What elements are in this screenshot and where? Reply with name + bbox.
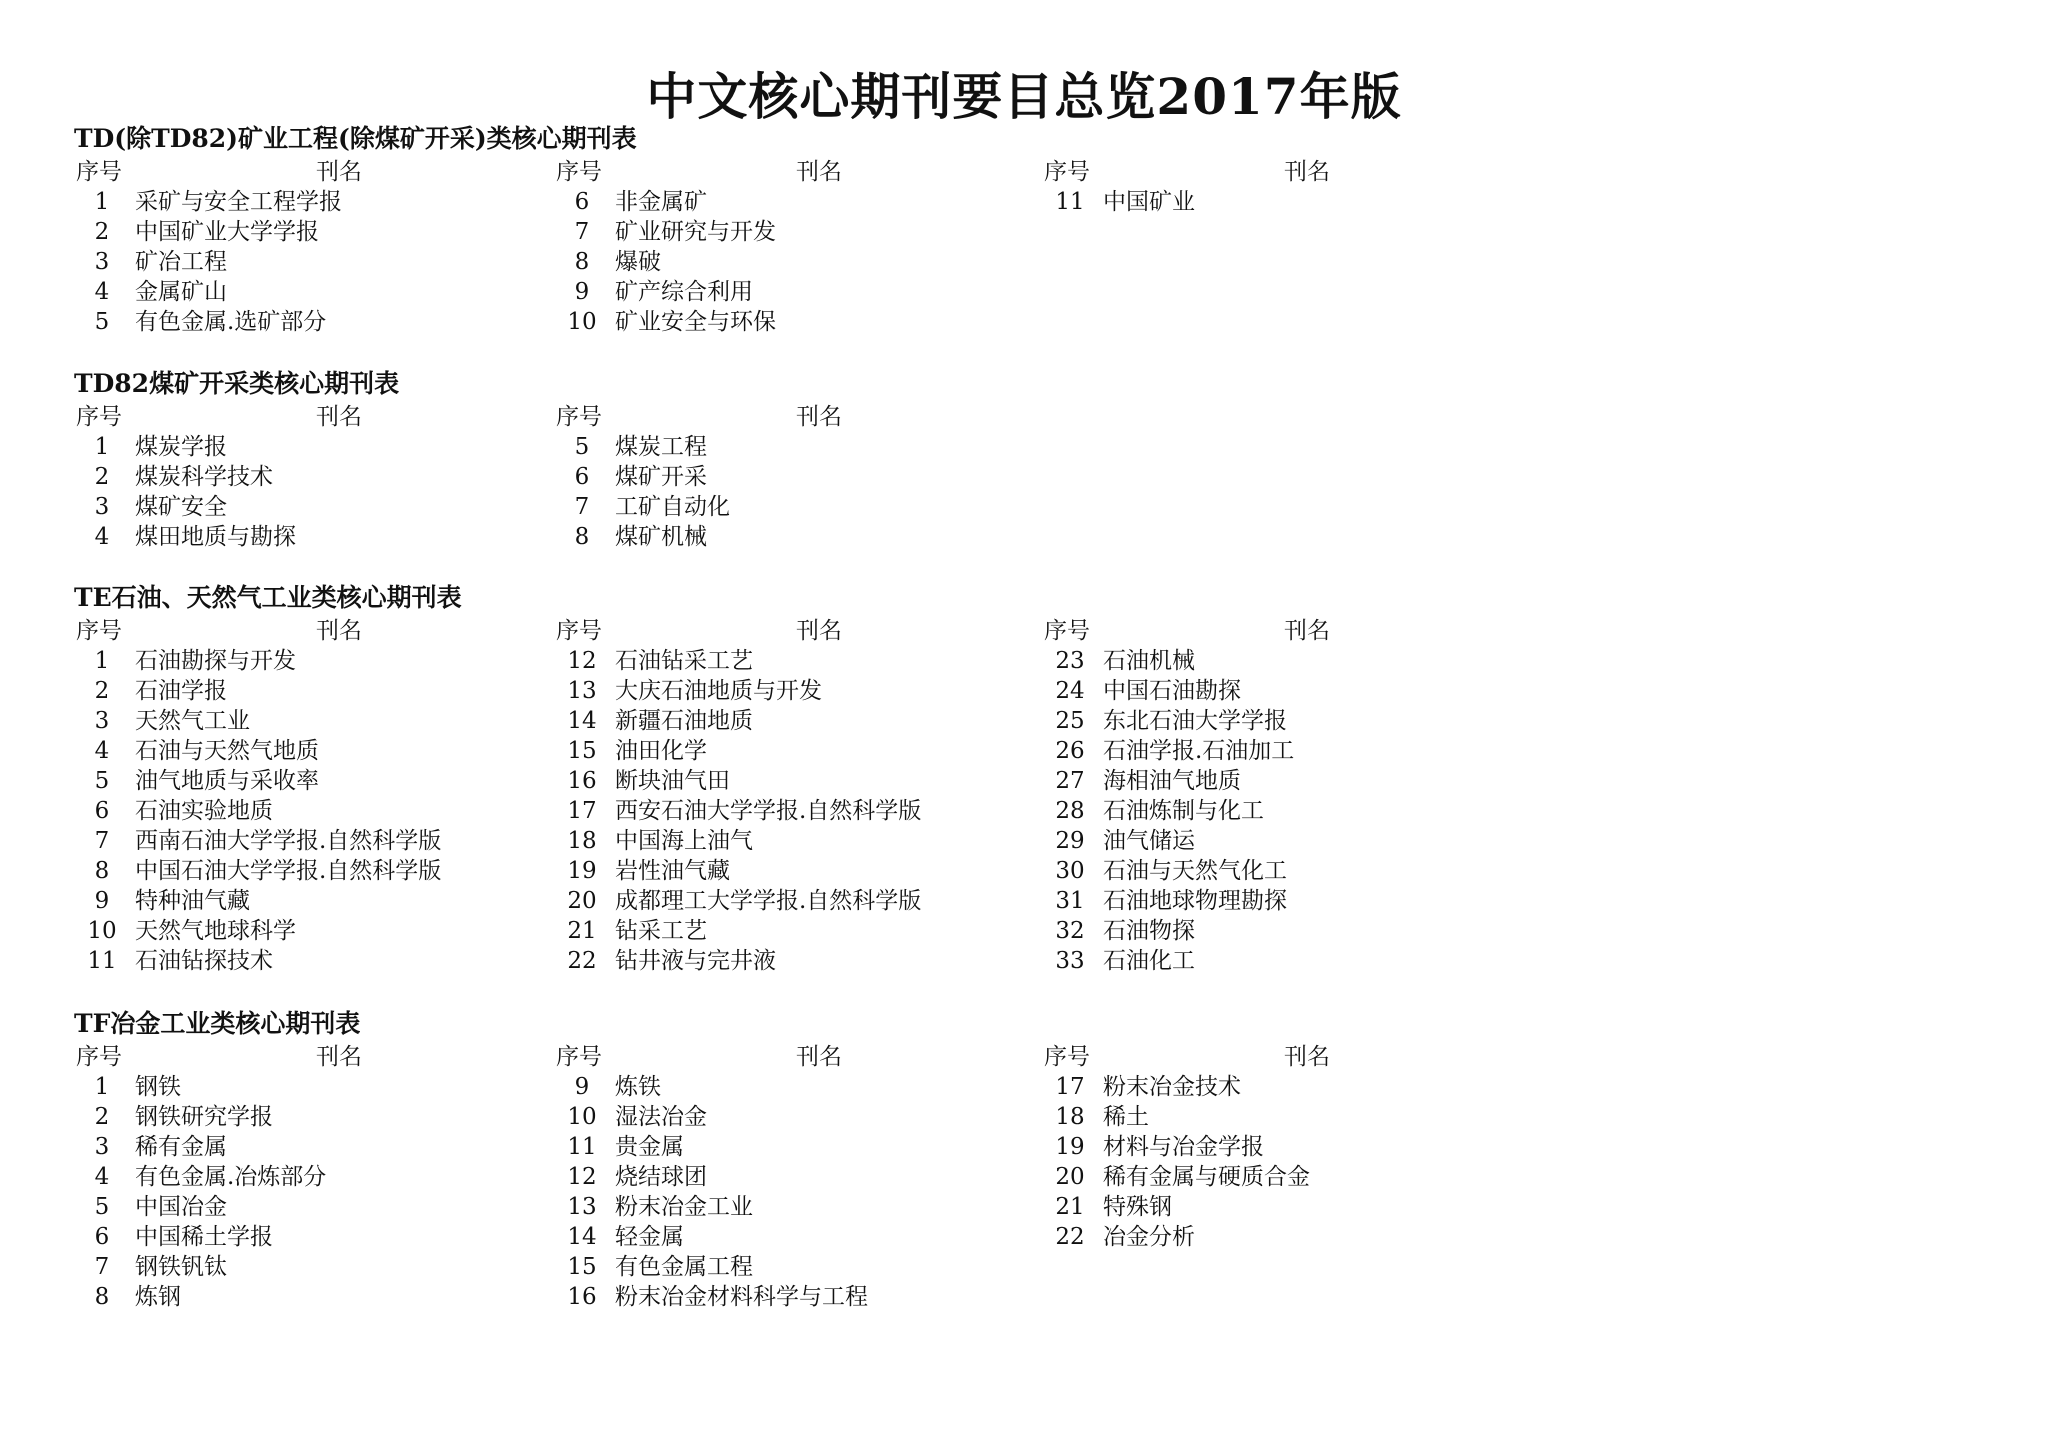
journal-row: [554, 856, 994, 886]
journal-name: 成都理工大学学报.自然科学版: [615, 888, 922, 914]
journal-row: [74, 462, 514, 492]
column-header-name: 刊名: [1284, 159, 1330, 185]
journal-name: 钻井液与完井液: [615, 948, 776, 974]
journal-name: 新疆石油地质: [615, 708, 753, 734]
journal-column: [1042, 616, 1482, 976]
column-header: [554, 157, 994, 187]
column-header-name: 刊名: [796, 159, 842, 185]
journal-row: [74, 307, 514, 337]
journal-number: 8: [94, 858, 110, 884]
journal-name: 贵金属: [615, 1134, 684, 1160]
journal-columns: [74, 402, 1974, 550]
column-header: [74, 402, 514, 432]
journal-row: [554, 676, 994, 706]
journal-row: [1042, 796, 1482, 826]
journal-name: 特殊钢: [1103, 1194, 1172, 1220]
journal-row: [554, 766, 994, 796]
journal-column: [74, 616, 514, 976]
journal-row: [554, 646, 994, 676]
journal-number: 1: [94, 648, 110, 674]
journal-number: 33: [1055, 948, 1085, 974]
column-header-number: 序号: [556, 159, 602, 185]
journal-row: [74, 736, 514, 766]
journal-row: [554, 217, 994, 247]
journal-name: 煤矿机械: [615, 524, 707, 550]
column-header-number: 序号: [76, 1044, 122, 1070]
journal-number: 20: [567, 888, 597, 914]
journal-name: 采矿与安全工程学报: [135, 189, 342, 215]
journal-row: [554, 736, 994, 766]
journal-row: [554, 492, 994, 522]
journal-row: [554, 1222, 994, 1252]
journal-name: 有色金属工程: [615, 1254, 753, 1280]
journal-name: 中国矿业大学学报: [135, 219, 319, 245]
journal-row: [74, 217, 514, 247]
journal-name: 钻采工艺: [615, 918, 707, 944]
journal-number: 11: [87, 948, 117, 974]
journal-row: [554, 916, 994, 946]
journal-name: 矿冶工程: [135, 249, 227, 275]
journal-name: 天然气工业: [135, 708, 250, 734]
journal-number: 2: [94, 678, 110, 704]
journal-name: 煤炭工程: [615, 434, 707, 460]
journal-row: [1042, 187, 1482, 217]
journal-row: [1042, 706, 1482, 736]
journal-name: 矿业研究与开发: [615, 219, 776, 245]
journal-name: 煤矿开采: [615, 464, 707, 490]
journal-number: 26: [1055, 738, 1085, 764]
journal-number: 16: [567, 1284, 597, 1310]
journal-number: 2: [94, 1104, 110, 1130]
journal-name: 特种油气藏: [135, 888, 250, 914]
section-title: TD82煤矿开采类核心期刊表: [74, 369, 400, 398]
column-header-number: 序号: [556, 618, 602, 644]
journal-row: [1042, 1222, 1482, 1252]
journal-row: [554, 1102, 994, 1132]
journal-number: 1: [94, 189, 110, 215]
journal-number: 1: [94, 1074, 110, 1100]
journal-number: 8: [574, 249, 590, 275]
section-title: TE石油、天然气工业类核心期刊表: [74, 583, 462, 612]
journal-row: [74, 1072, 514, 1102]
journal-name: 稀土: [1103, 1104, 1149, 1130]
journal-number: 17: [1055, 1074, 1085, 1100]
journal-row: [1042, 886, 1482, 916]
journal-row: [1042, 856, 1482, 886]
journal-number: 7: [574, 494, 590, 520]
journal-number: 11: [567, 1134, 597, 1160]
journal-name: 钢铁: [135, 1074, 181, 1100]
journal-column: [1042, 157, 1482, 217]
journal-row: [74, 522, 514, 552]
journal-number: 24: [1055, 678, 1085, 704]
journal-name: 有色金属.冶炼部分: [135, 1164, 327, 1190]
journal-row: [74, 247, 514, 277]
journal-number: 11: [1055, 189, 1085, 215]
section-petroleum: [74, 580, 1974, 974]
journal-name: 材料与冶金学报: [1103, 1134, 1264, 1160]
journal-number: 13: [567, 678, 597, 704]
journal-name: 石油机械: [1103, 648, 1195, 674]
journal-row: [1042, 676, 1482, 706]
journal-name: 断块油气田: [615, 768, 730, 794]
journal-name: 油气地质与采收率: [135, 768, 319, 794]
column-header-name: 刊名: [316, 1044, 362, 1070]
journal-number: 32: [1055, 918, 1085, 944]
journal-row: [554, 187, 994, 217]
page-title: 中文核心期刊要目总览2017年版: [646, 67, 1402, 126]
journal-name: 大庆石油地质与开发: [615, 678, 822, 704]
journal-number: 28: [1055, 798, 1085, 824]
journal-row: [554, 277, 994, 307]
column-header-number: 序号: [1044, 618, 1090, 644]
journal-number: 18: [567, 828, 597, 854]
journal-number: 12: [567, 1164, 597, 1190]
journal-number: 15: [567, 738, 597, 764]
journal-name: 油田化学: [615, 738, 707, 764]
journal-name: 有色金属.选矿部分: [135, 309, 327, 335]
journal-row: [554, 886, 994, 916]
journal-row: [74, 826, 514, 856]
journal-row: [74, 1162, 514, 1192]
column-header: [1042, 616, 1482, 646]
journal-row: [74, 1102, 514, 1132]
journal-row: [1042, 1132, 1482, 1162]
journal-name: 石油炼制与化工: [1103, 798, 1264, 824]
column-header: [1042, 1042, 1482, 1072]
journal-number: 8: [574, 524, 590, 550]
journal-columns: [74, 1042, 1974, 1310]
journal-column: [74, 1042, 514, 1312]
journal-row: [1042, 646, 1482, 676]
journal-row: [554, 1132, 994, 1162]
journal-row: [74, 492, 514, 522]
column-header-name: 刊名: [796, 404, 842, 430]
column-header: [554, 1042, 994, 1072]
journal-row: [554, 706, 994, 736]
journal-number: 6: [574, 189, 590, 215]
journal-row: [554, 1192, 994, 1222]
journal-number: 22: [567, 948, 597, 974]
column-header-name: 刊名: [1284, 618, 1330, 644]
journal-row: [74, 1282, 514, 1312]
journal-number: 3: [94, 249, 110, 275]
journal-name: 石油学报: [135, 678, 227, 704]
journal-row: [554, 247, 994, 277]
column-header: [74, 616, 514, 646]
journal-number: 17: [567, 798, 597, 824]
journal-name: 石油钻采工艺: [615, 648, 753, 674]
journal-name: 石油化工: [1103, 948, 1195, 974]
journal-number: 21: [1055, 1194, 1085, 1220]
journal-number: 19: [567, 858, 597, 884]
journal-number: 5: [94, 1194, 110, 1220]
journal-number: 5: [94, 309, 110, 335]
journal-row: [1042, 736, 1482, 766]
journal-number: 1: [94, 434, 110, 460]
journal-number: 25: [1055, 708, 1085, 734]
journal-name: 石油钻探技术: [135, 948, 273, 974]
journal-name: 工矿自动化: [615, 494, 730, 520]
journal-name: 石油勘探与开发: [135, 648, 296, 674]
journal-row: [1042, 1072, 1482, 1102]
journal-row: [554, 1072, 994, 1102]
journal-number: 12: [567, 648, 597, 674]
journal-name: 煤炭科学技术: [135, 464, 273, 490]
journal-name: 海相油气地质: [1103, 768, 1241, 794]
journal-number: 22: [1055, 1224, 1085, 1250]
journal-name: 稀有金属与硬质合金: [1103, 1164, 1310, 1190]
column-header-name: 刊名: [1284, 1044, 1330, 1070]
journal-number: 10: [567, 1104, 597, 1130]
column-header-number: 序号: [1044, 159, 1090, 185]
journal-name: 金属矿山: [135, 279, 227, 305]
journal-row: [554, 462, 994, 492]
column-header-number: 序号: [76, 159, 122, 185]
journal-row: [74, 187, 514, 217]
journal-name: 天然气地球科学: [135, 918, 296, 944]
column-header-number: 序号: [556, 1044, 602, 1070]
journal-name: 钢铁钒钛: [135, 1254, 227, 1280]
journal-number: 21: [567, 918, 597, 944]
section-coal-mining: [74, 366, 1974, 550]
journal-name: 冶金分析: [1103, 1224, 1195, 1250]
journal-number: 6: [94, 1224, 110, 1250]
journal-row: [74, 432, 514, 462]
journal-number: 10: [567, 309, 597, 335]
journal-row: [1042, 1102, 1482, 1132]
section-title: TF冶金工业类核心期刊表: [74, 1009, 361, 1038]
journal-name: 煤炭学报: [135, 434, 227, 460]
journal-name: 轻金属: [615, 1224, 684, 1250]
journal-number: 7: [94, 828, 110, 854]
journal-number: 8: [94, 1284, 110, 1310]
column-header-name: 刊名: [796, 618, 842, 644]
column-header-name: 刊名: [316, 159, 362, 185]
journal-number: 13: [567, 1194, 597, 1220]
journal-name: 煤矿安全: [135, 494, 227, 520]
journal-row: [74, 646, 514, 676]
journal-row: [554, 826, 994, 856]
journal-number: 19: [1055, 1134, 1085, 1160]
journal-number: 31: [1055, 888, 1085, 914]
journal-name: 炼钢: [135, 1284, 181, 1310]
journal-number: 4: [94, 524, 110, 550]
journal-row: [74, 676, 514, 706]
journal-number: 20: [1055, 1164, 1085, 1190]
journal-name: 钢铁研究学报: [135, 1104, 273, 1130]
journal-name: 中国石油勘探: [1103, 678, 1241, 704]
journal-number: 3: [94, 708, 110, 734]
journal-column: [554, 616, 994, 976]
journal-columns: [74, 157, 1974, 335]
journal-row: [74, 856, 514, 886]
journal-column: [74, 157, 514, 337]
journal-name: 岩性油气藏: [615, 858, 730, 884]
column-header: [1042, 157, 1482, 187]
journal-name: 石油与天然气化工: [1103, 858, 1287, 884]
journal-row: [554, 1162, 994, 1192]
journal-number: 29: [1055, 828, 1085, 854]
section-title: TD(除TD82)矿业工程(除煤矿开采)类核心期刊表: [74, 124, 637, 153]
journal-number: 23: [1055, 648, 1085, 674]
journal-row: [74, 886, 514, 916]
journal-row: [74, 796, 514, 826]
journal-number: 30: [1055, 858, 1085, 884]
journal-name: 东北石油大学学报: [1103, 708, 1287, 734]
journal-number: 18: [1055, 1104, 1085, 1130]
journal-columns: [74, 616, 1974, 974]
journal-number: 9: [574, 279, 590, 305]
column-header-number: 序号: [556, 404, 602, 430]
journal-row: [1042, 1192, 1482, 1222]
journal-number: 9: [94, 888, 110, 914]
journal-number: 4: [94, 1164, 110, 1190]
journal-name: 石油地球物理勘探: [1103, 888, 1287, 914]
journal-row: [74, 1222, 514, 1252]
column-header: [74, 1042, 514, 1072]
journal-row: [554, 307, 994, 337]
journal-name: 中国矿业: [1103, 189, 1195, 215]
journal-row: [1042, 1162, 1482, 1192]
journal-name: 石油与天然气地质: [135, 738, 319, 764]
journal-name: 石油学报.石油加工: [1103, 738, 1295, 764]
journal-column: [554, 1042, 994, 1312]
journal-row: [1042, 946, 1482, 976]
journal-number: 7: [574, 219, 590, 245]
journal-name: 烧结球团: [615, 1164, 707, 1190]
journal-number: 5: [574, 434, 590, 460]
journal-name: 中国海上油气: [615, 828, 753, 854]
journal-name: 粉末冶金技术: [1103, 1074, 1241, 1100]
journal-number: 6: [94, 798, 110, 824]
journal-row: [74, 706, 514, 736]
journal-number: 4: [94, 738, 110, 764]
journal-number: 10: [87, 918, 117, 944]
journal-name: 湿法冶金: [615, 1104, 707, 1130]
journal-number: 2: [94, 464, 110, 490]
journal-column: [74, 402, 514, 552]
journal-name: 粉末冶金材料科学与工程: [615, 1284, 868, 1310]
journal-column: [554, 402, 994, 552]
journal-name: 稀有金属: [135, 1134, 227, 1160]
journal-row: [554, 1282, 994, 1312]
journal-number: 27: [1055, 768, 1085, 794]
journal-column: [1042, 1042, 1482, 1252]
journal-row: [74, 946, 514, 976]
journal-row: [74, 1192, 514, 1222]
column-header-name: 刊名: [316, 618, 362, 644]
column-header: [74, 157, 514, 187]
journal-name: 炼铁: [615, 1074, 661, 1100]
journal-row: [554, 796, 994, 826]
journal-number: 4: [94, 279, 110, 305]
section-metallurgy: [74, 1006, 1974, 1310]
journal-row: [74, 1252, 514, 1282]
column-header-number: 序号: [1044, 1044, 1090, 1070]
journal-row: [1042, 826, 1482, 856]
journal-number: 3: [94, 494, 110, 520]
journal-name: 粉末冶金工业: [615, 1194, 753, 1220]
journal-name: 中国冶金: [135, 1194, 227, 1220]
journal-name: 非金属矿: [615, 189, 707, 215]
journal-number: 6: [574, 464, 590, 490]
column-header-name: 刊名: [316, 404, 362, 430]
journal-name: 石油物探: [1103, 918, 1195, 944]
journal-name: 矿业安全与环保: [615, 309, 776, 335]
journal-row: [1042, 916, 1482, 946]
journal-name: 爆破: [615, 249, 661, 275]
journal-name: 中国稀土学报: [135, 1224, 273, 1250]
journal-name: 煤田地质与勘探: [135, 524, 296, 550]
journal-number: 7: [94, 1254, 110, 1280]
journal-name: 石油实验地质: [135, 798, 273, 824]
journal-row: [74, 916, 514, 946]
journal-row: [74, 766, 514, 796]
journal-name: 中国石油大学学报.自然科学版: [135, 858, 442, 884]
journal-number: 2: [94, 219, 110, 245]
journal-number: 14: [567, 708, 597, 734]
column-header: [554, 402, 994, 432]
column-header: [554, 616, 994, 646]
journal-name: 西安石油大学学报.自然科学版: [615, 798, 922, 824]
journal-row: [554, 1252, 994, 1282]
journal-row: [554, 522, 994, 552]
column-header-name: 刊名: [796, 1044, 842, 1070]
journal-row: [74, 1132, 514, 1162]
column-header-number: 序号: [76, 618, 122, 644]
journal-number: 3: [94, 1134, 110, 1160]
section-mining: [74, 121, 1974, 335]
journal-name: 油气储运: [1103, 828, 1195, 854]
journal-name: 西南石油大学学报.自然科学版: [135, 828, 442, 854]
journal-name: 矿产综合利用: [615, 279, 753, 305]
journal-row: [554, 432, 994, 462]
journal-number: 15: [567, 1254, 597, 1280]
journal-column: [554, 157, 994, 337]
column-header-number: 序号: [76, 404, 122, 430]
journal-number: 5: [94, 768, 110, 794]
journal-number: 9: [574, 1074, 590, 1100]
journal-row: [1042, 766, 1482, 796]
journal-row: [554, 946, 994, 976]
journal-row: [74, 277, 514, 307]
journal-number: 14: [567, 1224, 597, 1250]
journal-number: 16: [567, 768, 597, 794]
